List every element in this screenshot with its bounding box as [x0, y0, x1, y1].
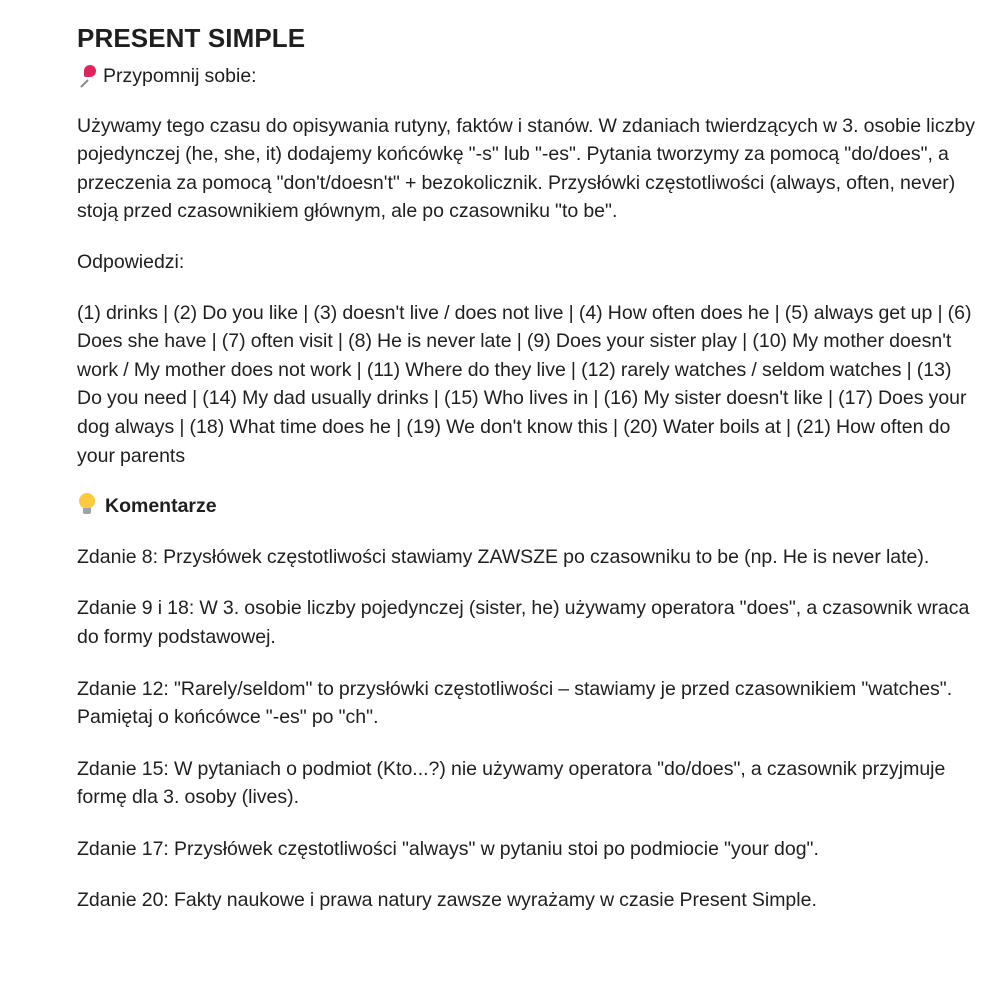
page-title: PRESENT SIMPLE — [77, 23, 306, 53]
comment-item: Zdanie 15: W pytaniach o podmiot (Kto...?) nie używamy operatora "do/does", a czasownik przyjmuje formę dla 3. osoby (lives). — [77, 757, 946, 809]
comment-item: Zdanie 12: "Rarely/seldom" to przysłówki częstotliwości – stawiamy je przed czasownikiem "watches". Pamiętaj o końcówce "-es" po "ch". — [77, 677, 953, 729]
answers-paragraph: (1) drinks | (2) Do you like | (3) doesn't live / does not live | (4) How often does he | (5) always get up | (6) Does she have | (7) often visit | (8) He is never late | (9) Does your sister play | (10) My mother doesn't work / My mother does not work | (11) Where do they live | (12) rarely watches / seldom watches | (13) Do you need | (14) My dad usually drinks | (15) Who lives in | (16) My sister doesn't like | (17) Does your dog always | (18) What time does he | (19) We don't know this | (20) Water boils at | (21) How often do your parents — [77, 301, 972, 467]
answers-heading: Odpowiedzi: — [77, 250, 185, 273]
comment-item: Zdanie 20: Fakty naukowe i prawa natury zawsze wyrażamy w czasie Present Simple. — [77, 889, 817, 912]
pushpin-icon — [77, 65, 97, 85]
reminder-line — [77, 62, 977, 91]
lightbulb-icon — [77, 493, 97, 517]
comment-item: Zdanie 17: Przysłówek częstotliwości "always" w pytaniu stoi po podmiocie "your dog". — [77, 837, 819, 860]
comment-item: Zdanie 9 i 18: W 3. osobie liczby pojedynczej (sister, he) używamy operatora "does", a czasownik wraca do formy podstawowej. — [77, 597, 970, 648]
document-body — [77, 20, 977, 915]
comment-item: Zdanie 8: Przysłówek częstotliwości stawiamy ZAWSZE po czasowniku to be (np. He is never late). — [77, 545, 930, 568]
grammar-rule-paragraph: Używamy tego czasu do opisywania rutyny, faktów i stanów. W zdaniach twierdzących w 3. osobie liczby pojedynczej (he, she, it) dodajemy końcówkę "-s" lub "-es". Pytania tworzymy za pomocą "do/does", a przeczenia za pomocą "don't/doesn't" + bezokolicznik. Przysłówki częstotliwości (always, often, never) stoją przed czasownikiem głównym, ale po czasowniku "to be". — [77, 114, 975, 223]
comments-heading: Komentarze — [105, 495, 217, 518]
reminder-label: Przypomnij sobie: — [103, 65, 257, 87]
comments-heading-line — [77, 492, 977, 521]
